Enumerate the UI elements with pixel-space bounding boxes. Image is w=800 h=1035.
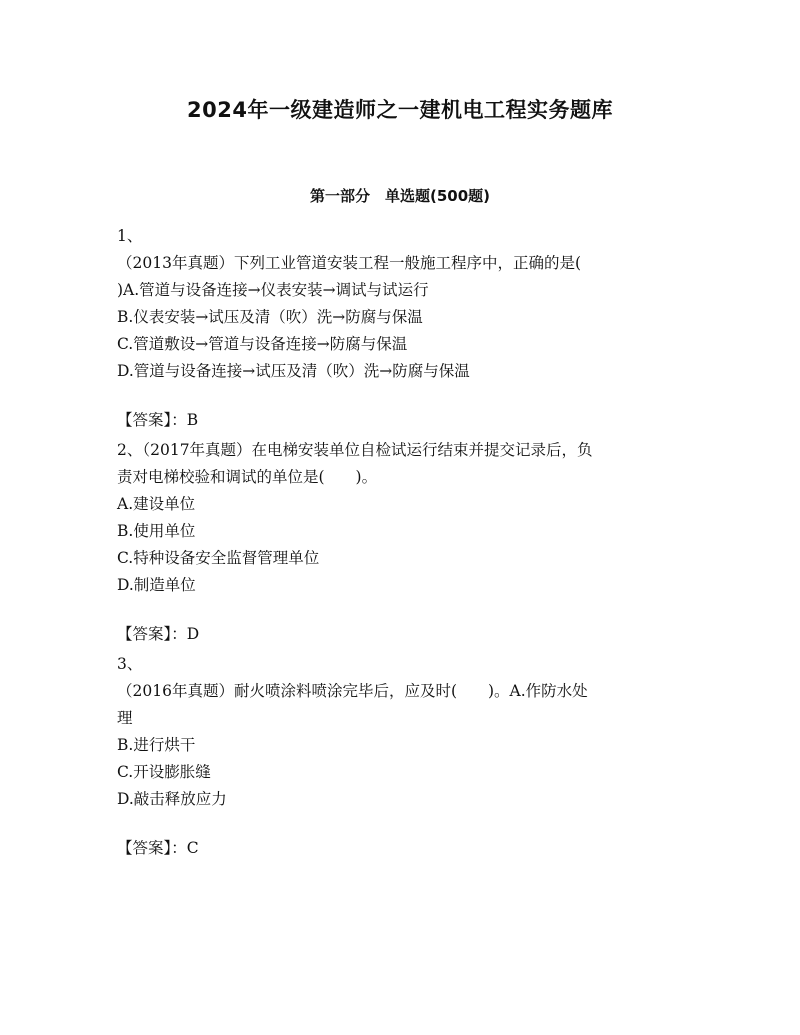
- answer-line: [117, 835, 685, 862]
- question-text: （2016年真题）耐火喷涂料喷涂完毕后，应及时( )。A.作防水处: [117, 682, 588, 700]
- question-option: D.制造单位: [117, 576, 196, 594]
- question-text: 2、（2017年真题）在电梯安装单位自检试运行结束并提交记录后，负: [117, 441, 593, 459]
- answer-value: ：D: [171, 625, 200, 643]
- question-option: C.开设膨胀缝: [117, 763, 211, 781]
- section-title: 第一部分 单选题(500题): [309, 187, 491, 205]
- answer-label: 【答案】: [117, 625, 172, 643]
- question-number: 1、: [117, 227, 143, 245]
- answer-value: ：B: [171, 411, 199, 429]
- question-option: B.进行烘干: [117, 736, 196, 754]
- question-option: B.仪表安装→试压及清（吹）洗→防腐与保温: [117, 308, 423, 326]
- question-text: 责对电梯校验和调试的单位是( )。: [117, 468, 378, 486]
- question-option: B.使用单位: [117, 522, 196, 540]
- answer-label: 【答案】: [117, 839, 172, 857]
- question-text: 理: [117, 709, 133, 727]
- question-block: [117, 437, 685, 651]
- answer-label: 【答案】: [117, 411, 172, 429]
- question-option: )A.管道与设备连接→仪表安装→调试与试运行: [117, 281, 429, 299]
- question-option: A.建设单位: [117, 495, 196, 513]
- question-block: [117, 651, 685, 862]
- question-number: 3、: [117, 655, 143, 673]
- question-option: C.特种设备安全监督管理单位: [117, 549, 320, 567]
- question-option: D.管道与设备连接→试压及清（吹）洗→防腐与保温: [117, 362, 470, 380]
- question-option: C.管道敷设→管道与设备连接→防腐与保温: [117, 335, 408, 353]
- question-option: D.敲击释放应力: [117, 790, 227, 808]
- question-list: [117, 223, 685, 862]
- question-block: [117, 223, 685, 437]
- answer-value: ：C: [171, 839, 199, 857]
- question-text: （2013年真题）下列工业管道安装工程一般施工程序中，正确的是(: [117, 254, 581, 272]
- answer-line: [117, 621, 685, 648]
- document-title: 2024年一级建造师之一建机电工程实务题库: [187, 98, 613, 122]
- answer-line: [117, 407, 685, 434]
